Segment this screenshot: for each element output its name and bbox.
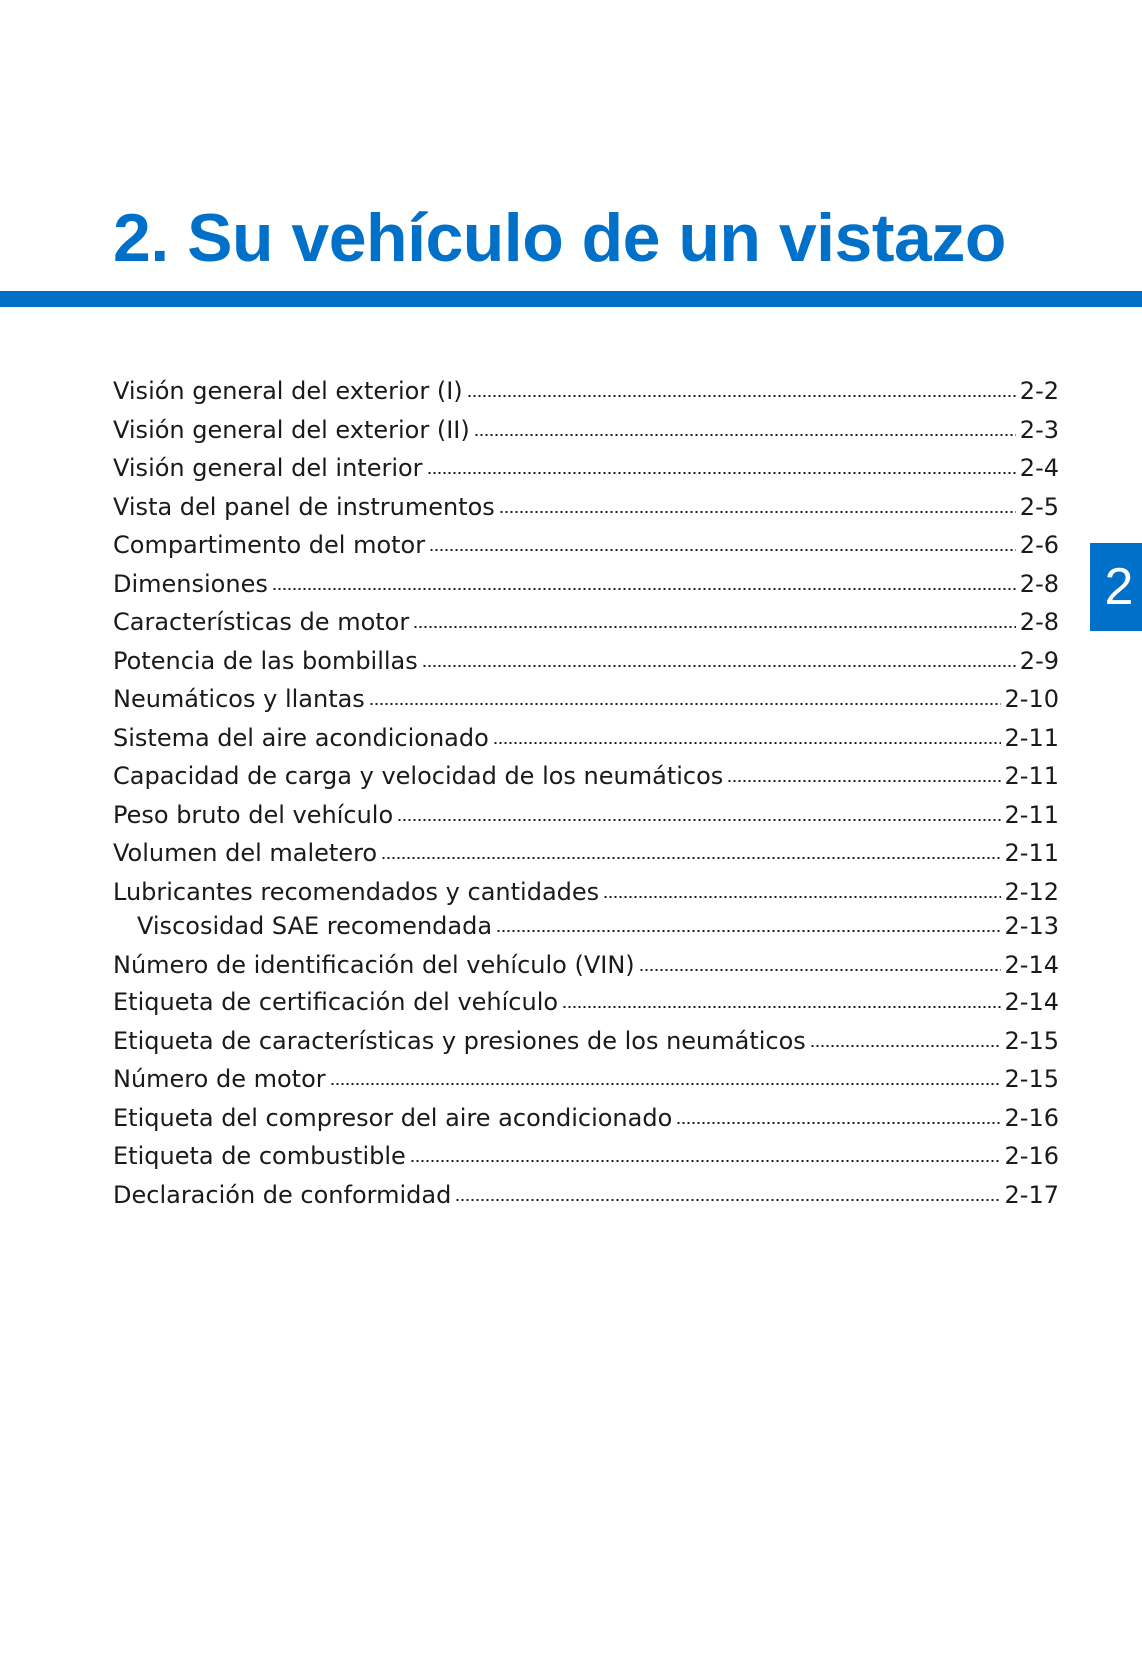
toc-entry-label: Compartimento del motor <box>113 531 426 559</box>
toc-entry-label: Viscosidad SAE recomendada <box>137 912 493 940</box>
toc-entry-page: 2-11 <box>1004 839 1059 867</box>
dot-leader <box>810 1045 1001 1047</box>
toc-entry-label: Etiqueta de combustible <box>113 1142 406 1170</box>
dot-leader <box>427 472 1016 474</box>
toc-entry-page: 2-4 <box>1019 454 1059 482</box>
toc-entry-page: 2-11 <box>1004 723 1059 752</box>
toc-entry-page: 2-9 <box>1019 646 1059 675</box>
toc-entry-label: Peso bruto del vehículo <box>113 800 394 829</box>
toc-entry[interactable] <box>113 983 1059 1022</box>
toc-entry[interactable] <box>113 942 1059 983</box>
toc-entry-page: 2-10 <box>1004 685 1059 713</box>
toc-entry-page: 2-17 <box>1004 1180 1059 1209</box>
dot-leader <box>429 549 1016 551</box>
toc-entry-page: 2-6 <box>1019 531 1059 559</box>
toc-entry-page: 2-11 <box>1004 762 1059 790</box>
toc-entry[interactable] <box>113 1022 1059 1061</box>
dot-leader <box>493 742 1001 744</box>
toc-entry-label: Visión general del exterior (II) <box>113 415 470 444</box>
dot-leader <box>676 1122 1000 1124</box>
toc-entry-page: 2-5 <box>1019 492 1059 521</box>
toc-entry-label: Número de motor <box>113 1065 326 1093</box>
toc-entry[interactable] <box>113 372 1059 411</box>
dot-leader <box>727 780 1000 782</box>
toc-entry[interactable] <box>113 449 1059 488</box>
toc-entry-label: Declaración de conformidad <box>113 1180 452 1209</box>
toc-entry-label: Vista del panel de instrumentos <box>113 492 495 521</box>
toc-entry[interactable] <box>113 1137 1059 1176</box>
dot-leader <box>369 703 1001 705</box>
toc-entry-page: 2-14 <box>1004 988 1059 1016</box>
chapter-tab-number: 2 <box>1104 558 1134 616</box>
toc-entry[interactable] <box>113 526 1059 565</box>
toc-entry[interactable] <box>113 565 1059 604</box>
toc-entry-label: Características de motor <box>113 608 410 636</box>
toc-entry-label: Etiqueta del compresor del aire acondicionado <box>113 1103 673 1132</box>
toc-entry-page: 2-8 <box>1019 569 1059 598</box>
toc-entry-page: 2-12 <box>1004 877 1059 906</box>
toc-entry[interactable] <box>113 603 1059 642</box>
toc-entry-page: 2-16 <box>1004 1103 1059 1132</box>
toc-entry-label: Visión general del exterior (I) <box>113 377 463 405</box>
toc-entry-label: Capacidad de carga y velocidad de los neumáticos <box>113 762 724 790</box>
toc-entry-page: 2-11 <box>1004 800 1059 829</box>
toc-entry-page: 2-15 <box>1004 1065 1059 1093</box>
dot-leader <box>639 969 1001 971</box>
toc-entry-label: Neumáticos y llantas <box>113 685 365 713</box>
toc-entry[interactable] <box>113 796 1059 835</box>
dot-leader <box>603 896 1000 898</box>
toc-entry-label: Sistema del aire acondicionado <box>113 723 489 752</box>
dot-leader <box>455 1199 1000 1201</box>
dot-leader <box>413 626 1016 628</box>
dot-leader <box>410 1160 1001 1162</box>
dot-leader <box>474 434 1016 436</box>
toc-entry-page: 2-14 <box>1004 951 1059 979</box>
toc-entry-label: Volumen del maletero <box>113 839 378 867</box>
dot-leader <box>467 395 1016 397</box>
toc-entry[interactable] <box>113 1099 1059 1138</box>
dot-leader <box>381 857 1000 859</box>
toc-entry[interactable] <box>113 411 1059 450</box>
toc-entry[interactable] <box>113 873 1059 912</box>
toc-entry-page: 2-16 <box>1004 1142 1059 1170</box>
dot-leader <box>499 511 1016 513</box>
toc-subentry[interactable] <box>113 911 1059 942</box>
dot-leader <box>562 1006 1000 1008</box>
toc-entry-page: 2-3 <box>1019 415 1059 444</box>
toc-entry-page: 2-15 <box>1004 1026 1059 1055</box>
toc-entry-page: 2-13 <box>1004 912 1059 940</box>
dot-leader <box>397 819 1000 821</box>
toc-entry-label: Dimensiones <box>113 569 268 598</box>
toc-entry-label: Etiqueta de características y presiones de los neumáticos <box>113 1026 806 1055</box>
toc-entry-label: Visión general del interior <box>113 454 423 482</box>
toc-entry[interactable] <box>113 1060 1059 1099</box>
toc-entry[interactable] <box>113 680 1059 719</box>
toc-entry[interactable] <box>113 1176 1059 1215</box>
dot-leader <box>496 930 1001 932</box>
toc-entry-label: Lubricantes recomendados y cantidades <box>113 877 600 906</box>
title-rule <box>0 291 1142 307</box>
toc-entry[interactable] <box>113 642 1059 681</box>
toc-entry[interactable] <box>113 719 1059 758</box>
toc-entry-label: Potencia de las bombillas <box>113 646 418 675</box>
chapter-tab <box>1090 543 1142 631</box>
toc-entry-label: Etiqueta de certificación del vehículo <box>113 988 559 1016</box>
dot-leader <box>272 588 1016 590</box>
toc-entry[interactable] <box>113 834 1059 873</box>
dot-leader <box>330 1083 1001 1085</box>
chapter-title: 2. Su vehículo de un vistazo <box>113 200 1006 276</box>
table-of-contents <box>113 372 1059 1214</box>
toc-entry-page: 2-2 <box>1019 377 1059 405</box>
toc-entry[interactable] <box>113 488 1059 527</box>
toc-entry[interactable] <box>113 757 1059 796</box>
toc-entry-page: 2-8 <box>1019 608 1059 636</box>
dot-leader <box>422 665 1016 667</box>
toc-entry-label: Número de identificación del vehículo (VIN) <box>113 951 635 979</box>
